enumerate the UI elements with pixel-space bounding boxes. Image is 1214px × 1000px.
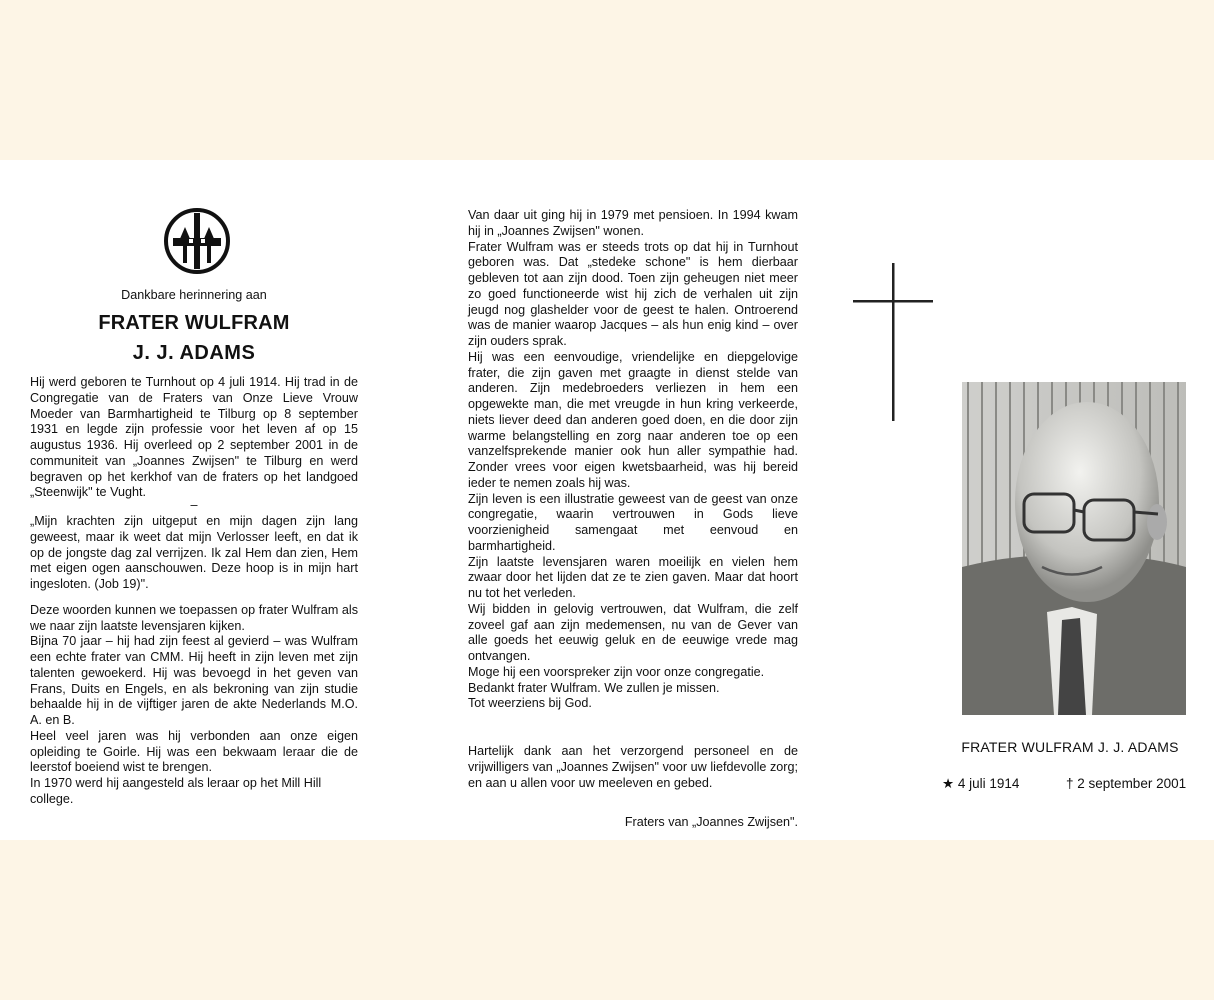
biography-left — [30, 375, 358, 808]
memorial-card — [0, 160, 1214, 840]
photo-caption-name: FRATER WULFRAM J. J. ADAMS — [961, 739, 1179, 755]
portrait-photo — [962, 382, 1186, 715]
biography-paragraph: Van daar uit ging hij in 1979 met pensioen. In 1994 kwam hij in „Joannes Zwijsen" wonen. — [468, 208, 798, 238]
deceased-name: FRATER WULFRAM — [98, 312, 290, 334]
biography-paragraph: Frater Wulfram was er steeds trots op dat hij in Turnhout geboren was. Dat „stedeke schone" is hem dierbaar gebleven tot aan zijn dood. Toen zijn geheugen niet meer zo goed functioneerde wist hij zich de verhalen uit zijn jeugd nog glashelder voor de geest te halen. Ontroerend was de manier waarop Jacques – als hun enig kind – over zijn ouders sprak. — [468, 239, 798, 348]
biography-paragraph: Hij was een eenvoudige, vriendelijke en diepgelovige frater, die zijn gaven met graagte in dienst stelde van anderen. Zijn medebroeders verliezen in hem een opgewekte man, die met vreugde in hun kring verkeerde, niets liever deed dan anderen goed doen, en die door zijn warme belangstelling en zorg naar anderen toe op een vanzelfsprekende manier ook hun aller sympathie had. Zonder vrees voor eigen kwetsbaarheid, was hij bereid ieder te nemen zoals hij was. — [468, 349, 798, 490]
biography-paragraph: In 1970 werd hij aangesteld als leraar op het Mill Hill college. — [30, 776, 322, 806]
latin-cross-icon — [853, 263, 933, 421]
thanks-note: Hartelijk dank aan het verzorgend personeel en de vrijwilligers van „Joannes Zwijsen" voor uw liefdevolle zorg; en aan u allen voor uw meeleven en gebed. — [468, 744, 798, 790]
dagger-icon: † — [1066, 776, 1074, 791]
biography-paragraph: Zijn laatste levensjaren waren moeilijk en vielen hem zwaar door het lijden dat ze te zien gaven. Maar dat hoort nu tot het verleden. — [468, 554, 798, 600]
signoff: Fraters van „Joannes Zwijsen". — [624, 815, 798, 830]
death-date-text: 2 september 2001 — [1077, 776, 1187, 791]
biography-paragraph: Tot weerziens bij God. — [468, 696, 592, 711]
biography-paragraph: Bijna 70 jaar – hij had zijn feest al gevierd – was Wulfram een echte frater van CMM. Hij heeft in zijn leven met zijn talenten gewoekerd. Hij was bevoegd in het geven van Frans, Duits en Engels, en als bekroning van zijn studie behaalde hij in de vijftiger jaren de akte Nederlands M.O. A. en B. — [30, 634, 358, 727]
biography-paragraph: Hij werd geboren te Turnhout op 4 juli 1914. Hij trad in de Congregatie van de Fraters van Onze Lieve Vrouw Moeder van Barmhartigheid te Tilburg op 8 september 1931 en legde zijn professie voor het leven af op 15 augustus 1936. Hij overleed op 2 september 2001 in de communiteit van „Joannes Zwijsen" te Tilburg en werd begraven op het kerkhof van de fraters op het landgoed „Steenwijk" te Vught. — [30, 375, 358, 500]
biography-paragraph: Heel veel jaren was hij verbonden aan onze eigen opleiding te Goirle. Hij was een bekwaam leraar die de leerstof boeiend wist te brengen. — [30, 728, 358, 775]
biography-paragraph: Zijn leven is een illustratie geweest van de geest van onze congregatie, waarin vertrouwen in Gods lieve voorzienigheid samengaat met eenvoud en barmhartigheid. — [468, 491, 798, 553]
dedication-intro: Dankbare herinnering aan — [121, 288, 267, 302]
congregation-emblem-icon — [163, 207, 231, 275]
biography-paragraph: Moge hij een voorspreker zijn voor onze congregatie. — [468, 664, 765, 679]
star-icon: ★ — [942, 776, 955, 791]
biography-paragraph: Deze woorden kunnen we toepassen op frater Wulfram als we naar zijn laatste levensjaren kijken. — [30, 602, 358, 633]
birth-date-text: 4 juli 1914 — [957, 776, 1020, 791]
birth-date — [942, 776, 1019, 792]
biography-middle — [468, 208, 798, 831]
deceased-initials: J. J. ADAMS — [132, 342, 256, 364]
biography-paragraph: Wij bidden in gelovig vertrouwen, dat Wulfram, die zelf zoveel gaf aan zijn medemensen, nu van de Gever van alle goeds het eeuwig geluk en de eeuwige vrede mag ontvangen. — [468, 601, 798, 663]
separator: – — [190, 498, 198, 512]
scripture-quote: „Mijn krachten zijn uitgeput en mijn dagen zijn lang geweest, maar ik weet dat mijn Verlosser leeft, en dat ik op de jongste dag zal verrijzen. Ik zal Hem dan zien, Hem met eigen ogen aanschouwen. Deze hoop is in mijn hart ingesloten. (Job 19)". — [30, 514, 358, 591]
death-date — [1066, 776, 1186, 791]
biography-paragraph: Bedankt frater Wulfram. We zullen je missen. — [468, 680, 720, 695]
